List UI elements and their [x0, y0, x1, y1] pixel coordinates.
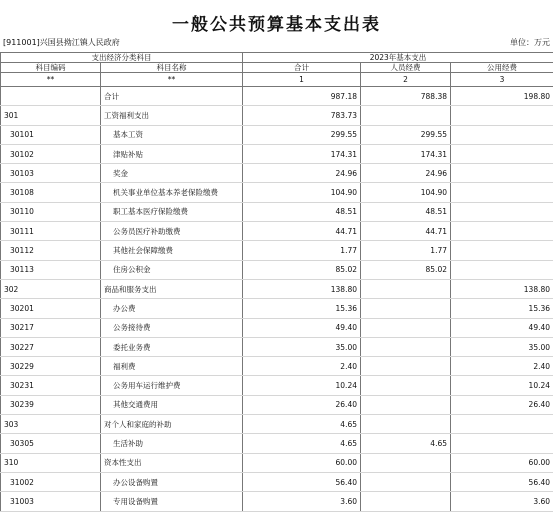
- total-cell: 10.24: [243, 376, 361, 395]
- public-cell: 10.24: [451, 376, 553, 395]
- mark-name: **: [101, 73, 243, 87]
- public-cell: 60.00: [451, 453, 553, 472]
- code-cell: [1, 87, 101, 106]
- table-row: [1, 241, 553, 260]
- total-cell: 4.65: [243, 415, 361, 434]
- header-name: 科目名称: [101, 63, 243, 73]
- code-cell: 30102: [1, 144, 101, 163]
- name-cell: 对个人和家庭的补助: [101, 415, 243, 434]
- total-cell: 49.40: [243, 318, 361, 337]
- table-row: [1, 260, 553, 279]
- name-cell: 专用设备购置: [101, 492, 243, 511]
- mark-public: 3: [451, 73, 553, 87]
- header-total: 合计: [243, 63, 361, 73]
- personnel-cell: 48.51: [361, 202, 451, 221]
- page-title: 一般公共预算基本支出表: [0, 10, 553, 35]
- table-row: [1, 299, 553, 318]
- personnel-cell: [361, 299, 451, 318]
- total-cell: 26.40: [243, 395, 361, 414]
- total-cell: 85.02: [243, 260, 361, 279]
- personnel-cell: 24.96: [361, 164, 451, 183]
- code-cell: 30231: [1, 376, 101, 395]
- name-cell: 其他交通费用: [101, 395, 243, 414]
- code-cell: 30110: [1, 202, 101, 221]
- table-row: [1, 222, 553, 241]
- public-cell: 3.60: [451, 492, 553, 511]
- code-cell: 30217: [1, 318, 101, 337]
- name-cell: 商品和服务支出: [101, 279, 243, 298]
- table-row: [1, 492, 553, 511]
- name-cell: 公务员医疗补助缴费: [101, 222, 243, 241]
- personnel-cell: [361, 415, 451, 434]
- header-economic-category: 支出经济分类科目: [1, 53, 243, 63]
- personnel-cell: [361, 492, 451, 511]
- public-cell: 138.80: [451, 279, 553, 298]
- name-cell: 公务用车运行维护费: [101, 376, 243, 395]
- personnel-cell: 788.38: [361, 87, 451, 106]
- public-cell: [451, 260, 553, 279]
- total-cell: 138.80: [243, 279, 361, 298]
- total-cell: 44.71: [243, 222, 361, 241]
- public-cell: 26.40: [451, 395, 553, 414]
- code-cell: 310: [1, 453, 101, 472]
- mark-total: 1: [243, 73, 361, 87]
- total-cell: 2.40: [243, 357, 361, 376]
- personnel-cell: [361, 318, 451, 337]
- public-cell: [451, 183, 553, 202]
- name-cell: 委托业务费: [101, 337, 243, 356]
- table-row: [1, 144, 553, 163]
- public-cell: 56.40: [451, 472, 553, 491]
- total-cell: 60.00: [243, 453, 361, 472]
- table-row: [1, 434, 553, 453]
- name-cell: 工资福利支出: [101, 106, 243, 125]
- code-cell: 301: [1, 106, 101, 125]
- total-cell: 987.18: [243, 87, 361, 106]
- table-row: [1, 318, 553, 337]
- code-cell: 30113: [1, 260, 101, 279]
- mark-personnel: 2: [361, 73, 451, 87]
- public-cell: 2.40: [451, 357, 553, 376]
- code-cell: 30108: [1, 183, 101, 202]
- header-code: 科目编码: [1, 63, 101, 73]
- table-row: [1, 337, 553, 356]
- table-row: [1, 395, 553, 414]
- table-row: [1, 453, 553, 472]
- public-cell: [451, 202, 553, 221]
- table-row: [1, 376, 553, 395]
- personnel-cell: [361, 472, 451, 491]
- code-cell: 30201: [1, 299, 101, 318]
- header-basic-expenditure-2023: 2023年基本支出: [243, 53, 553, 63]
- table-meta: [3, 37, 550, 49]
- total-cell: 1.77: [243, 241, 361, 260]
- header-public: 公用经费: [451, 63, 553, 73]
- table-row: [1, 357, 553, 376]
- table-row: [1, 125, 553, 144]
- mark-code: **: [1, 73, 101, 87]
- total-cell: 4.65: [243, 434, 361, 453]
- personnel-cell: [361, 337, 451, 356]
- name-cell: 基本工资: [101, 125, 243, 144]
- public-cell: [451, 241, 553, 260]
- total-cell: 48.51: [243, 202, 361, 221]
- table-row: [1, 164, 553, 183]
- code-cell: 30111: [1, 222, 101, 241]
- name-cell: 其他社会保障缴费: [101, 241, 243, 260]
- code-cell: 30227: [1, 337, 101, 356]
- public-cell: [451, 222, 553, 241]
- public-cell: [451, 164, 553, 183]
- name-cell: 住房公积金: [101, 260, 243, 279]
- public-cell: 15.36: [451, 299, 553, 318]
- name-cell: 合计: [101, 87, 243, 106]
- personnel-cell: 1.77: [361, 241, 451, 260]
- public-cell: [451, 415, 553, 434]
- personnel-cell: [361, 357, 451, 376]
- public-cell: [451, 144, 553, 163]
- personnel-cell: [361, 376, 451, 395]
- table-row: [1, 183, 553, 202]
- header-personnel: 人员经费: [361, 63, 451, 73]
- name-cell: 机关事业单位基本养老保险缴费: [101, 183, 243, 202]
- table-row: [1, 106, 553, 125]
- name-cell: 资本性支出: [101, 453, 243, 472]
- name-cell: 福利费: [101, 357, 243, 376]
- public-cell: [451, 434, 553, 453]
- code-cell: 302: [1, 279, 101, 298]
- total-cell: 174.31: [243, 144, 361, 163]
- name-cell: 津贴补贴: [101, 144, 243, 163]
- code-cell: 31002: [1, 472, 101, 491]
- personnel-cell: [361, 106, 451, 125]
- name-cell: 生活补助: [101, 434, 243, 453]
- code-cell: 30103: [1, 164, 101, 183]
- code-cell: 30101: [1, 125, 101, 144]
- total-cell: 783.73: [243, 106, 361, 125]
- table-row: [1, 415, 553, 434]
- personnel-cell: 85.02: [361, 260, 451, 279]
- total-cell: 15.36: [243, 299, 361, 318]
- name-cell: 办公费: [101, 299, 243, 318]
- public-cell: [451, 106, 553, 125]
- table-row: [1, 472, 553, 491]
- code-cell: 30305: [1, 434, 101, 453]
- total-cell: 104.90: [243, 183, 361, 202]
- budget-table: [0, 52, 553, 512]
- table-row: [1, 87, 553, 106]
- personnel-cell: 299.55: [361, 125, 451, 144]
- personnel-cell: [361, 453, 451, 472]
- total-cell: 3.60: [243, 492, 361, 511]
- name-cell: 公务接待费: [101, 318, 243, 337]
- public-cell: [451, 125, 553, 144]
- code-cell: 30239: [1, 395, 101, 414]
- total-cell: 35.00: [243, 337, 361, 356]
- public-cell: 35.00: [451, 337, 553, 356]
- table-row: [1, 202, 553, 221]
- total-cell: 299.55: [243, 125, 361, 144]
- personnel-cell: [361, 395, 451, 414]
- personnel-cell: 104.90: [361, 183, 451, 202]
- name-cell: 办公设备购置: [101, 472, 243, 491]
- table-row: [1, 279, 553, 298]
- personnel-cell: 174.31: [361, 144, 451, 163]
- public-cell: 198.80: [451, 87, 553, 106]
- total-cell: 56.40: [243, 472, 361, 491]
- personnel-cell: [361, 279, 451, 298]
- organization-label: [911001]兴国县拗江镇人民政府: [3, 37, 120, 48]
- public-cell: 49.40: [451, 318, 553, 337]
- unit-label: 单位：万元: [510, 37, 550, 48]
- table-body: [1, 87, 553, 512]
- total-cell: 24.96: [243, 164, 361, 183]
- name-cell: 奖金: [101, 164, 243, 183]
- code-cell: 303: [1, 415, 101, 434]
- code-cell: 31003: [1, 492, 101, 511]
- name-cell: 职工基本医疗保险缴费: [101, 202, 243, 221]
- code-cell: 30112: [1, 241, 101, 260]
- personnel-cell: 44.71: [361, 222, 451, 241]
- personnel-cell: 4.65: [361, 434, 451, 453]
- code-cell: 30229: [1, 357, 101, 376]
